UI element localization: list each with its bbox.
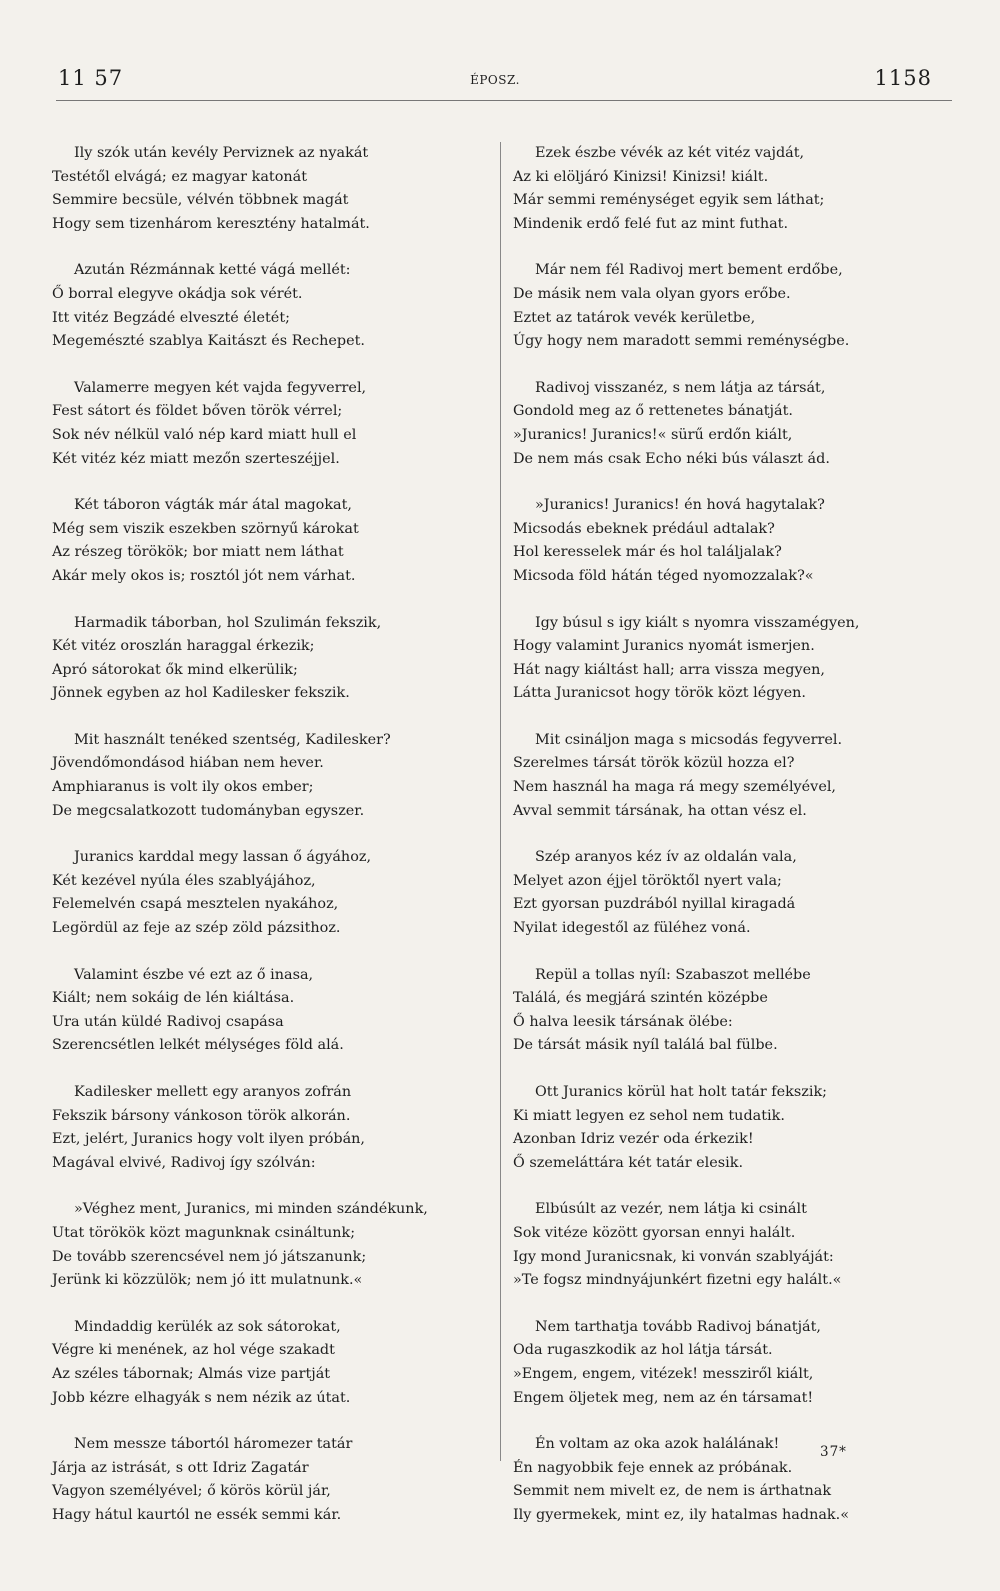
verse-line: Melyet azon éjjel töröktől nyert vala; — [513, 872, 782, 889]
verse-line: Vagyon személyével; ő körös körül jár, — [52, 1483, 331, 1500]
verse-line: Mit használt tenéked szentség, Kadilesker? — [74, 731, 391, 748]
verse-line: Juranics karddal megy lassan ő ágyához, — [74, 849, 372, 866]
verse-line: Ő halva leesik társának ölébe: — [513, 1013, 733, 1030]
left-column — [52, 142, 488, 1551]
verse-line: Repül a tollas nyíl: Szabaszot mellébe — [535, 966, 811, 983]
verse-line: Sok név nélkül való nép kard miatt hull el — [52, 426, 357, 443]
verse-line: Látta Juranicsot hogy török közt légyen. — [513, 685, 806, 702]
verse-line: Ezt gyorsan puzdrából nyillal kiragadá — [513, 896, 796, 913]
verse-line: Utat törökök közt magunknak csináltunk; — [52, 1224, 356, 1241]
stanza — [513, 1198, 949, 1292]
stanza — [513, 729, 949, 823]
verse-line: Végre ki menének, az hol vége szakadt — [52, 1342, 335, 1359]
verse-line: De tovább szerencsével nem jó játszanunk; — [52, 1248, 367, 1265]
verse-line: Szép aranyos kéz ív az oldalán vala, — [535, 849, 797, 866]
verse-line: Azután Rézmánnak ketté vágá mellét: — [74, 262, 351, 279]
verse-line: De másik nem vala olyan gyors erőbe. — [513, 285, 791, 302]
verse-line: Az ki elöljáró Kinizsi! Kinizsi! kiált. — [513, 168, 769, 185]
verse-line: De társát másik nyíl találá bal fülbe. — [513, 1037, 778, 1054]
verse-line: Még sem viszik eszekben szörnyű károkat — [52, 520, 359, 537]
verse-line: Felemelvén csapá mesztelen nyakához, — [52, 896, 339, 913]
verse-line: Legördül az feje az szép zöld pázsithoz. — [52, 920, 341, 937]
verse-line: Hol keresselek már és hol találjalak? — [513, 544, 782, 561]
stanza — [52, 142, 488, 236]
verse-line: Valamerre megyen két vajda fegyverrel, — [74, 379, 367, 396]
stanza — [52, 729, 488, 823]
verse-line: »Juranics! Juranics!« sürű erdőn kiált, — [513, 426, 793, 443]
verse-line: Fest sátort és földet bőven török vérrel; — [52, 403, 343, 420]
verse-line: Sok vitéze között gyorsan ennyi halált. — [513, 1224, 796, 1241]
right-column-number: 1158 — [874, 66, 932, 90]
stanza — [52, 259, 488, 353]
verse-line: Azonban Idriz vezér oda érkezik! — [513, 1131, 754, 1148]
verse-line: Ily szók után kevély Perviznek az nyakát — [74, 145, 369, 161]
header-rule — [56, 100, 952, 101]
verse-line: Valamint észbe vé ezt az ő inasa, — [74, 966, 314, 983]
verse-line: De nem más csak Echo néki bús választ ád. — [513, 450, 830, 467]
verse-line: Micsoda föld hátán téged nyomozzalak?« — [513, 567, 814, 584]
verse-line: Ily gyermekek, mint ez, ily hatalmas hadnak.« — [513, 1506, 850, 1523]
verse-line: Az széles tábornak; Almás vize partját — [52, 1365, 331, 1382]
verse-line: Itt vitéz Begzádé elveszté életét; — [52, 309, 290, 326]
verse-line: De megcsalatkozott tudományban egyszer. — [52, 802, 365, 819]
verse-line: Két vitéz oroszlán haraggal érkezik; — [52, 638, 315, 655]
stanza — [52, 1198, 488, 1292]
verse-line: Avval semmit társának, ha ottan vész el. — [513, 802, 807, 819]
verse-line: Jerünk ki közzülök; nem jó itt mulatnunk.« — [52, 1272, 363, 1289]
verse-line: Akár mely okos is; rosztól jót nem várhat. — [52, 567, 356, 584]
stanza — [52, 612, 488, 706]
stanza — [513, 612, 949, 706]
verse-line: Ő borral elegyve okádja sok vérét. — [52, 285, 303, 302]
verse-line: Micsodás ebeknek prédául adtalak? — [513, 520, 775, 537]
stanza — [513, 494, 949, 588]
verse-line: Kiált; nem sokáig de lén kiáltása. — [52, 990, 295, 1007]
verse-line: Ezt, jelért, Juranics hogy volt ilyen próbán, — [52, 1131, 365, 1148]
verse-line: »Véghez ment, Juranics, mi minden szándékunk, — [74, 1201, 428, 1218]
verse-line: Oda rugaszkodik az hol látja társát. — [513, 1342, 773, 1359]
verse-line: Hagy hátul kaurtól ne essék semmi kár. — [52, 1506, 342, 1523]
verse-line: Amphiaranus is volt ily okos ember; — [52, 779, 314, 796]
verse-line: Igy mond Juranicsnak, ki vonván szablyáját: — [513, 1248, 834, 1265]
stanza — [52, 377, 488, 471]
stanza — [52, 846, 488, 940]
verse-line: Harmadik táborban, hol Szulimán fekszik, — [74, 614, 382, 631]
verse-line: Fekszik bársony vánkoson török alkorán. — [52, 1107, 351, 1124]
verse-line: Mit csináljon maga s micsodás fegyverrel. — [535, 731, 843, 748]
verse-line: Jobb kézre elhagyák s nem nézik az útat. — [52, 1389, 351, 1406]
verse-line: Ott Juranics körül hat holt tatár fekszik; — [535, 1084, 828, 1100]
verse-line: »Juranics! Juranics! én hová hagytalak? — [535, 497, 825, 514]
verse-line: Semmire becsüle, vélvén többnek magát — [52, 192, 349, 209]
verse-line: Magával elvivé, Radivoj így szólván: — [52, 1154, 316, 1171]
verse-line: Megemészté szablya Kaitászt és Rechepet. — [52, 333, 366, 350]
verse-line: Kadilesker mellett egy aranyos zofrán — [74, 1084, 352, 1100]
verse-line: Én voltam az oka azok halálának! — [535, 1436, 780, 1453]
stanza — [513, 1081, 949, 1175]
column-divider — [500, 142, 501, 1461]
verse-line: Mindaddig kerülék az sok sátorokat, — [74, 1318, 341, 1335]
verse-line: Úgy hogy nem maradott semmi reménységbe. — [513, 333, 850, 350]
verse-line: »Engem, engem, vitézek! messziről kiált, — [513, 1365, 814, 1382]
stanza — [513, 377, 949, 471]
stanza — [52, 494, 488, 588]
stanza — [52, 1316, 488, 1410]
stanza — [513, 1433, 949, 1527]
stanza — [513, 259, 949, 353]
verse-line: Engem öljetek meg, nem az én társamat! — [513, 1389, 814, 1406]
running-title: ÉPOSZ. — [470, 73, 520, 87]
verse-line: Járja az istrását, s ott Idriz Zagatár — [52, 1459, 309, 1476]
verse-line: Már nem fél Radivoj mert bement erdőbe, — [535, 262, 843, 279]
verse-line: Szerencsétlen lelkét mélységes föld alá. — [52, 1037, 344, 1054]
stanza — [513, 1316, 949, 1410]
verse-line: Két kezével nyúla éles szablyájához, — [52, 872, 316, 889]
verse-line: Már semmi reménységet egyik sem láthat; — [513, 192, 825, 209]
verse-line: Nem tarthatja tovább Radivoj bánatját, — [535, 1318, 821, 1335]
verse-line: Találá, és megjárá szintén középbe — [513, 990, 768, 1007]
verse-line: Ura után küldé Radivoj csapása — [52, 1013, 284, 1030]
verse-line: Én nagyobbik feje ennek az próbának. — [513, 1459, 793, 1476]
verse-line: Ezek észbe vévék az két vitéz vajdát, — [535, 145, 805, 161]
verse-line: Testétől elvágá; ez magyar katonát — [52, 168, 307, 185]
stanza — [513, 846, 949, 940]
verse-line: »Te fogsz mindnyájunkért fizetni egy halált.« — [513, 1272, 842, 1289]
verse-line: Két vitéz kéz miatt mezőn szerteszéjjel. — [52, 450, 340, 467]
page-header — [58, 66, 932, 100]
verse-line: Nem messze tábortól háromezer tatár — [74, 1436, 353, 1453]
verse-line: Hogy sem tizenhárom keresztény hatalmát. — [52, 215, 370, 232]
verse-line: Az részeg törökök; bor miatt nem láthat — [52, 544, 344, 561]
stanza — [513, 964, 949, 1058]
verse-line: Jönnek egyben az hol Kadilesker fekszik. — [52, 685, 350, 702]
signature-mark: 37* — [820, 1444, 847, 1460]
right-column — [513, 142, 949, 1551]
verse-line: Eztet az tatárok vevék kerületbe, — [513, 309, 756, 326]
verse-line: Jövendőmondásod hiában nem hever. — [52, 755, 324, 772]
left-column-number: 11 57 — [58, 66, 124, 90]
verse-line: Hát nagy kiáltást hall; arra vissza megyen, — [513, 661, 825, 678]
verse-line: Ki miatt legyen ez sehol nem tudatik. — [513, 1107, 785, 1124]
stanza — [52, 1081, 488, 1175]
stanza — [513, 142, 949, 236]
verse-line: Két táboron vágták már átal magokat, — [74, 497, 352, 514]
stanza — [52, 964, 488, 1058]
verse-line: Igy búsul s igy kiált s nyomra visszamégyen, — [535, 614, 860, 631]
stanza — [52, 1433, 488, 1527]
verse-line: Mindenik erdő felé fut az mint futhat. — [513, 215, 789, 232]
verse-line: Nyilat idegestől az füléhez voná. — [513, 920, 751, 937]
verse-line: Apró sátorokat ők mind elkerülik; — [52, 661, 298, 678]
verse-line: Semmit nem mivelt ez, de nem is árthatnak — [513, 1483, 832, 1500]
verse-line: Hogy valamint Juranics nyomát ismerjen. — [513, 638, 815, 655]
verse-line: Radivoj visszanéz, s nem látja az társát, — [535, 379, 826, 396]
verse-line: Elbúsúlt az vezér, nem látja ki csinált — [535, 1201, 807, 1218]
verse-line: Ő szemeláttára két tatár elesik. — [513, 1154, 744, 1171]
verse-line: Nem használ ha maga rá megy személyével, — [513, 779, 837, 796]
verse-line: Szerelmes társát török közül hozza el? — [513, 755, 795, 772]
verse-line: Gondold meg az ő rettenetes bánatját. — [513, 403, 793, 420]
